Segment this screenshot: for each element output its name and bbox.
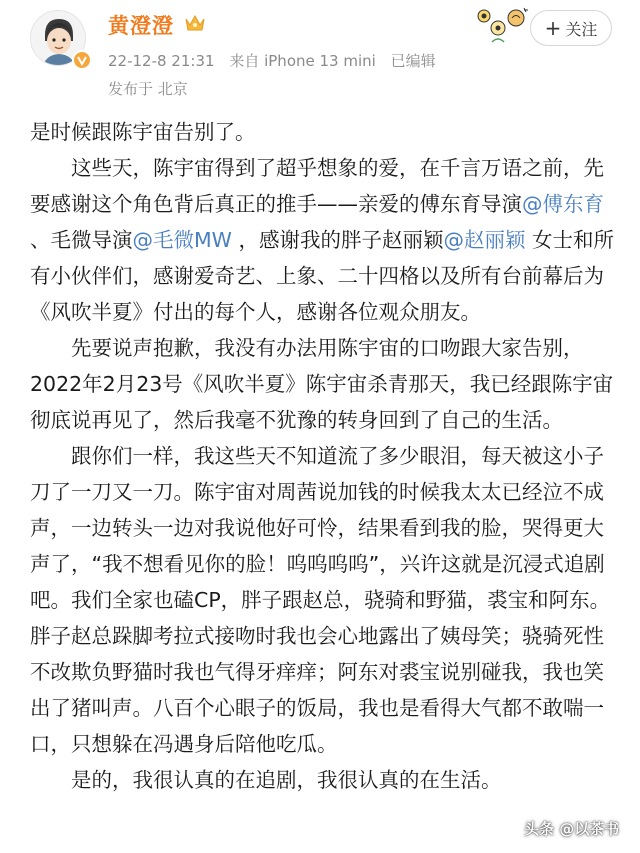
post-paragraph xyxy=(30,150,616,330)
edited-label[interactable]: 已编辑 xyxy=(390,52,436,70)
watermark: 头条 @以茶书 xyxy=(524,820,620,838)
post-paragraph: 是的，我很认真的在追剧，我很认真的在生活。 xyxy=(71,768,502,792)
post-paragraph: 是时候跟陈宇宙告别了。 xyxy=(30,120,256,144)
follow-label: 关注 xyxy=(565,19,598,39)
follow-button[interactable] xyxy=(530,10,612,46)
post-paragraph: 跟你们一样，我这些天不知道流了多少眼泪，每天被这小子刀了一刀又一刀。陈宇宙对周茜说加钱的时候我太太已经泣不成声，一边转头一边对我说他好可怜，结果看到我的脸，哭得更大声了，“我不想看见你的脸！呜呜呜呜”，兴许这就是沉浸式追剧吧。我们全家也磕CP，胖子跟赵总，骁骑和野猫，裘宝和阿东。胖子赵总跺脚考拉式接吻时我也会心地露出了姨母笑；骁骑死性不改欺负野猫时我也气得牙痒痒；阿东对裘宝说别碰我，我也笑出了猪叫声。八百个心眼子的饭局，我也是看得大气都不敢喘一口，只想躲在冯遇身后陪他吃瓜。 xyxy=(30,444,611,756)
paragraph-text: 、毛微导演 xyxy=(30,228,133,252)
plus-icon: + xyxy=(544,16,562,40)
mention-link[interactable]: @赵丽颖 xyxy=(443,228,526,252)
post-body xyxy=(30,114,616,798)
post-paragraph: 先要说声抱歉，我没有办法用陈宇宙的口吻跟大家告别，2022年2月23号《风吹半夏》陈宇宙杀青那天，我已经跟陈宇宙彻底说再见了，然后我毫不犹豫的转身回到了自己的生活。 xyxy=(30,336,614,432)
post-header xyxy=(0,0,640,112)
author-name[interactable]: 黄澄澄 xyxy=(108,14,174,38)
paragraph-text: ，感谢我的胖子赵丽颖 xyxy=(231,228,444,252)
post-source: 来自 iPhone 13 mini xyxy=(229,52,376,70)
flower-sticker-icon xyxy=(472,2,534,50)
post-location: 发布于 北京 xyxy=(108,80,188,98)
paragraph-text: 女士和所有小伙伴们，感谢爱奇艺、上象、二十四格以及所有台前幕后为《风吹半夏》付出的每个人，感谢各位观众朋友。 xyxy=(30,228,615,324)
verified-badge-icon xyxy=(72,50,92,70)
crown-icon xyxy=(184,13,206,33)
paragraph-text: 这些天，陈宇宙得到了超乎想象的爱，在千言万语之前，先要感谢这个角色背后真正的推手——亲爱的傅东育导演 xyxy=(30,156,604,216)
mention-link[interactable]: @傅东育 xyxy=(522,192,604,216)
post-meta xyxy=(108,50,446,71)
post-timestamp: 22-12-8 21:31 xyxy=(108,52,215,70)
mention-link[interactable]: @毛微MW xyxy=(132,228,232,252)
